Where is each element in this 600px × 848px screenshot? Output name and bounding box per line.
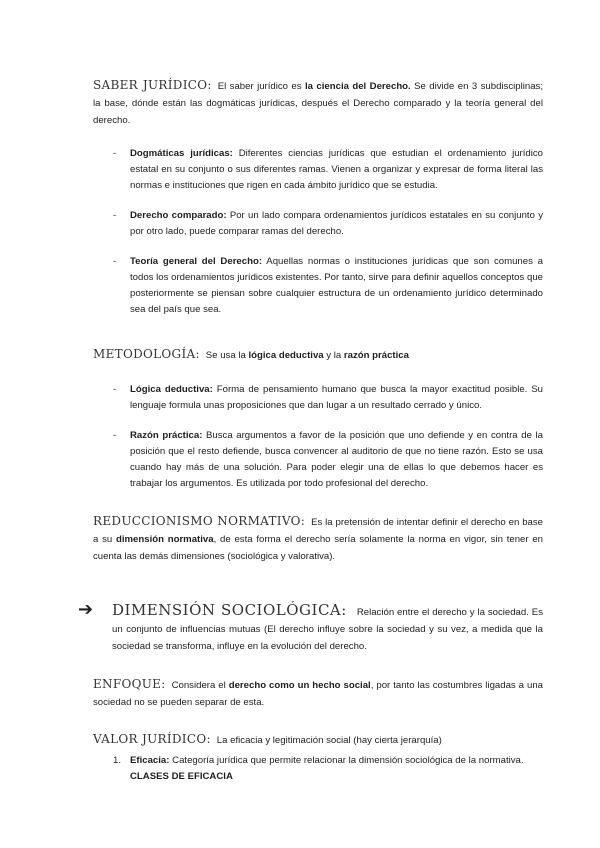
- saber-text-2: Se divide en 3 subdisciplinas; la base, dónde están las dogmáticas jurídicas, después el Derecho comparado y la teoría general del derecho.: [93, 81, 544, 126]
- metodologia-bold-1: lógica deductiva: [248, 350, 324, 361]
- metodologia-heading: METODOLOGÍA:: [93, 347, 200, 361]
- item-text: Aquellas normas o instituciones jurídicas que son comunes a todos los ordenamientos jurídicos existentes. Por tanto, sirve para definir aquellos conceptos que posteriormente se piensan sobre cualquier estructura de un ordenamiento jurídico determinado sea del país que sea.: [130, 256, 543, 315]
- enfoque-heading: ENFOQUE:: [93, 677, 166, 691]
- bullet-dash: -: [113, 256, 117, 267]
- item-bold: Dogmáticas jurídicas:: [130, 148, 233, 159]
- item-text: Categoría jurídica que permite relacionar la dimensión sociológica de la normativa.: [169, 755, 524, 766]
- item-bold: Eficacia:: [130, 755, 170, 766]
- item-text: Diferentes ciencias jurídicas que estudian el ordenamiento jurídico estatal en su conjunto o sus diferentes ramas. Vienen a organizar y expresar de forma literal las normas e instituciones que rigen en cada ámbito jurídico que se estudia.: [130, 148, 543, 191]
- valor-item-eficacia: [130, 753, 543, 769]
- reduccionismo-text-1: Es la pretensión de intentar definir el derecho en base a su: [93, 517, 543, 545]
- item-text: Busca argumentos a favor de la posición que uno defiende y en contra de la posición que el resto defiende, busca convencer al auditorio de que no tiene razón. Esto se usa cuando hay más de una solución. Para poder elegir una de ellas lo que debemos hacer es trabajar los argumentos. Es utilizada por todo profesional del derecho.: [130, 430, 543, 489]
- metodologia-bold-2: razón práctica: [343, 350, 409, 361]
- item-text: Forma de pensamiento humano que busca la mayor exactitud posible. Su lenguaje formula unas proposiciones que dan lugar a un resultado cerrado y único.: [130, 384, 543, 411]
- reduccionismo-text-2: , de esta forma el derecho sería solamente la norma en vigor, sin tener en cuenta las demás dimensiones (sociológica y valorativa).: [93, 534, 543, 562]
- dimension-heading: DIMENSIÓN SOCIOLÓGICA:: [112, 601, 347, 619]
- saber-item-dogmaticas: [130, 146, 543, 194]
- bullet-dash: -: [113, 148, 117, 159]
- enfoque-bold-1: derecho como un hecho social: [228, 680, 371, 691]
- clases-heading: CLASES DE EFICACIA: [130, 771, 233, 782]
- bullet-dash: -: [113, 384, 117, 395]
- arrow-icon: ➔: [78, 599, 94, 620]
- metodologia-text-2: y la: [323, 350, 344, 361]
- item-bold: Derecho comparado:: [130, 210, 227, 221]
- enfoque-text-1: Considera el: [171, 680, 229, 691]
- item-bold: Lógica deductiva:: [130, 384, 213, 395]
- dimension-text: Relación entre el derecho y la sociedad. Es un conjunto de influencias mutuas (El derecho influye sobre la sociedad y su vez, a medida que la sociedad se transforma, influye en la evolución del derecho.: [112, 607, 543, 652]
- item-text: Por un lado compara ordenamientos jurídicos estatales en su conjunto y por otro lado, puede comparar ramas del derecho.: [130, 210, 543, 237]
- saber-item-teoria: [130, 254, 543, 318]
- list-number: 1.: [113, 755, 122, 766]
- item-bold: Razón práctica:: [130, 430, 203, 441]
- saber-item-comparado: [130, 208, 543, 240]
- metodologia-text-1: Se usa la: [205, 350, 249, 361]
- saber-text-1: El saber jurídico es: [217, 81, 305, 92]
- metodologia-paragraph: [93, 346, 543, 364]
- reduccionismo-paragraph: [93, 513, 543, 565]
- saber-bold-1: la ciencia del Derecho.: [304, 81, 411, 92]
- enfoque-paragraph: [93, 676, 543, 711]
- metodologia-item-logica: [130, 382, 543, 414]
- valor-text: La eficacia y legitimación social (hay cierta jerarquía): [216, 735, 442, 746]
- valor-paragraph: [93, 731, 543, 749]
- valor-heading: VALOR JURÍDICO:: [93, 732, 211, 746]
- bullet-dash: -: [113, 210, 117, 221]
- reduccionismo-bold-1: dimensión normativa: [116, 534, 214, 545]
- bullet-dash: -: [113, 430, 117, 441]
- metodologia-item-razon: [130, 428, 543, 492]
- dimension-paragraph: [112, 602, 543, 655]
- item-bold: Teoría general del Derecho:: [130, 256, 263, 267]
- saber-paragraph: [93, 77, 543, 129]
- reduccionismo-heading: REDUCCIONISMO NORMATIVO:: [93, 514, 306, 528]
- saber-heading: SABER JURÍDICO:: [93, 78, 212, 92]
- enfoque-text-2: , por tanto las costumbres ligadas a una sociedad no se pueden separar de esta.: [93, 680, 544, 708]
